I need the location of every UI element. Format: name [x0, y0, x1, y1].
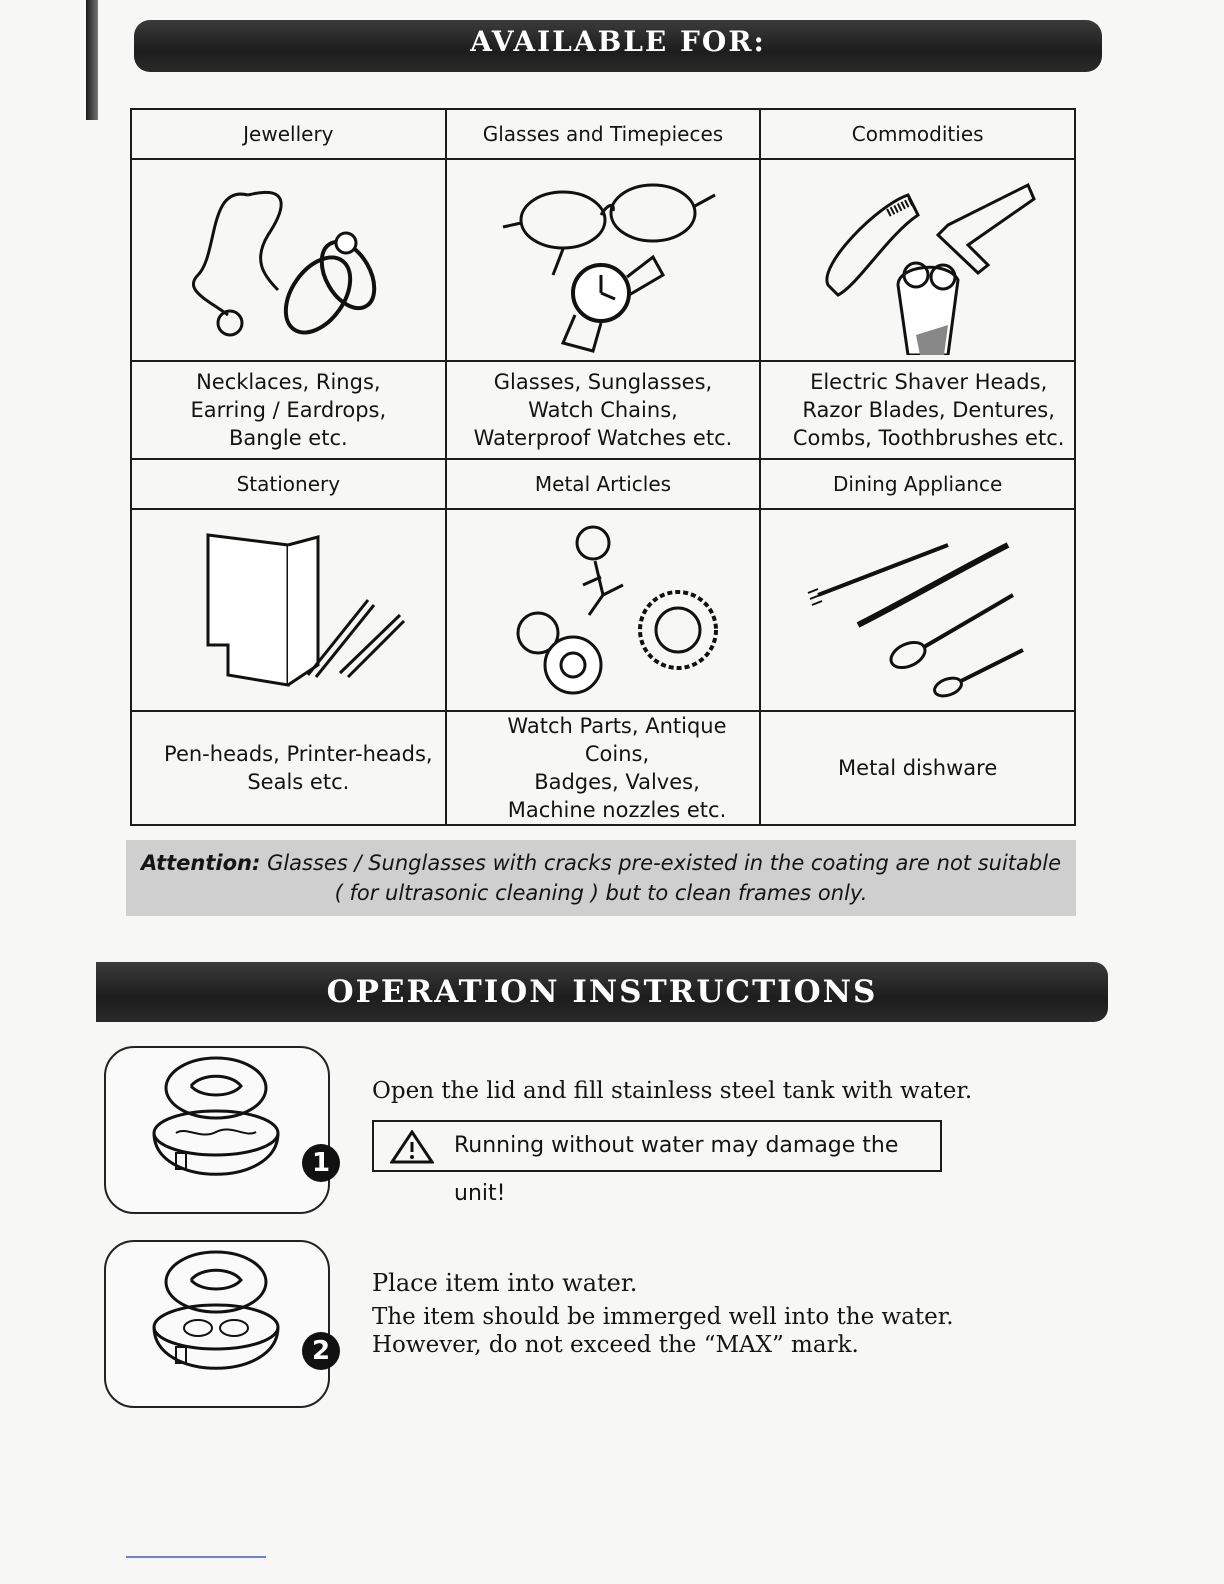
step1-illustration: [104, 1046, 330, 1214]
warning-text: Running without water may damage the unit!: [454, 1133, 899, 1206]
step1-number-badge: 1: [302, 1144, 340, 1182]
footer-rule: [126, 1556, 266, 1558]
necklace-ring-icon: [168, 165, 408, 355]
application-table: [130, 108, 1076, 826]
glasses-watch-icon: [483, 165, 723, 355]
category-stationery: Stationery: [131, 459, 446, 509]
category-metal-articles: Metal Articles: [446, 459, 761, 509]
glasses-watch-illustration: [446, 159, 761, 361]
cleaner-with-item-icon: [106, 1242, 328, 1406]
dining-appliance-items: Metal dishware: [760, 711, 1075, 825]
category-dining-appliance: Dining Appliance: [760, 459, 1075, 509]
stationery-illustration: [131, 509, 446, 711]
comb-razor-shaver-icon: [798, 165, 1038, 355]
step2-illustration: [104, 1240, 330, 1408]
step2-line2: However, do not exceed the “MAX” mark.: [372, 1332, 859, 1358]
glasses-timepieces-items: Glasses, Sunglasses, Watch Chains, Waterproof Watches etc.: [446, 361, 761, 459]
attention-line2: ( for ultrasonic cleaning ) but to clean frames only.: [334, 881, 868, 905]
jewellery-illustration: [131, 159, 446, 361]
stationery-items: Pen-heads, Printer-heads, Seals etc.: [131, 711, 446, 825]
dining-appliance-illustration: [760, 509, 1075, 711]
attention-note: [126, 840, 1076, 916]
commodities-items: Electric Shaver Heads, Razor Blades, Dentures, Combs, Toothbrushes etc.: [760, 361, 1075, 459]
commodities-illustration: [760, 159, 1075, 361]
step1-instruction: Open the lid and fill stainless steel tank with water.: [372, 1078, 973, 1104]
cartridge-pen-icon: [168, 515, 408, 705]
cutlery-icon: [798, 515, 1038, 705]
operation-instructions-banner: OPERATION INSTRUCTIONS: [96, 962, 1108, 1022]
step2-line1: The item should be immerged well into the water.: [372, 1304, 954, 1330]
category-jewellery: Jewellery: [131, 109, 446, 159]
available-for-banner: AVAILABLE FOR:: [134, 20, 1102, 72]
step2-number-badge: 2: [302, 1332, 340, 1370]
attention-label: Attention:: [140, 851, 261, 875]
jewellery-items: Necklaces, Rings, Earring / Eardrops, Bangle etc.: [131, 361, 446, 459]
keyring-gear-icon: [483, 515, 723, 705]
category-commodities: Commodities: [760, 109, 1075, 159]
cleaner-open-lid-icon: [106, 1048, 328, 1212]
warning-triangle-icon: [390, 1130, 434, 1164]
metal-articles-illustration: [446, 509, 761, 711]
metal-articles-items: Watch Parts, Antique Coins, Badges, Valves, Machine nozzles etc.: [446, 711, 761, 825]
step2-heading: Place item into water.: [372, 1269, 638, 1297]
no-water-warning: [372, 1120, 942, 1206]
page-edge-shadow: [86, 0, 98, 120]
category-glasses-timepieces: Glasses and Timepieces: [446, 109, 761, 159]
attention-line1: Glasses / Sunglasses with cracks pre-existed in the coating are not suitable: [267, 851, 1061, 875]
